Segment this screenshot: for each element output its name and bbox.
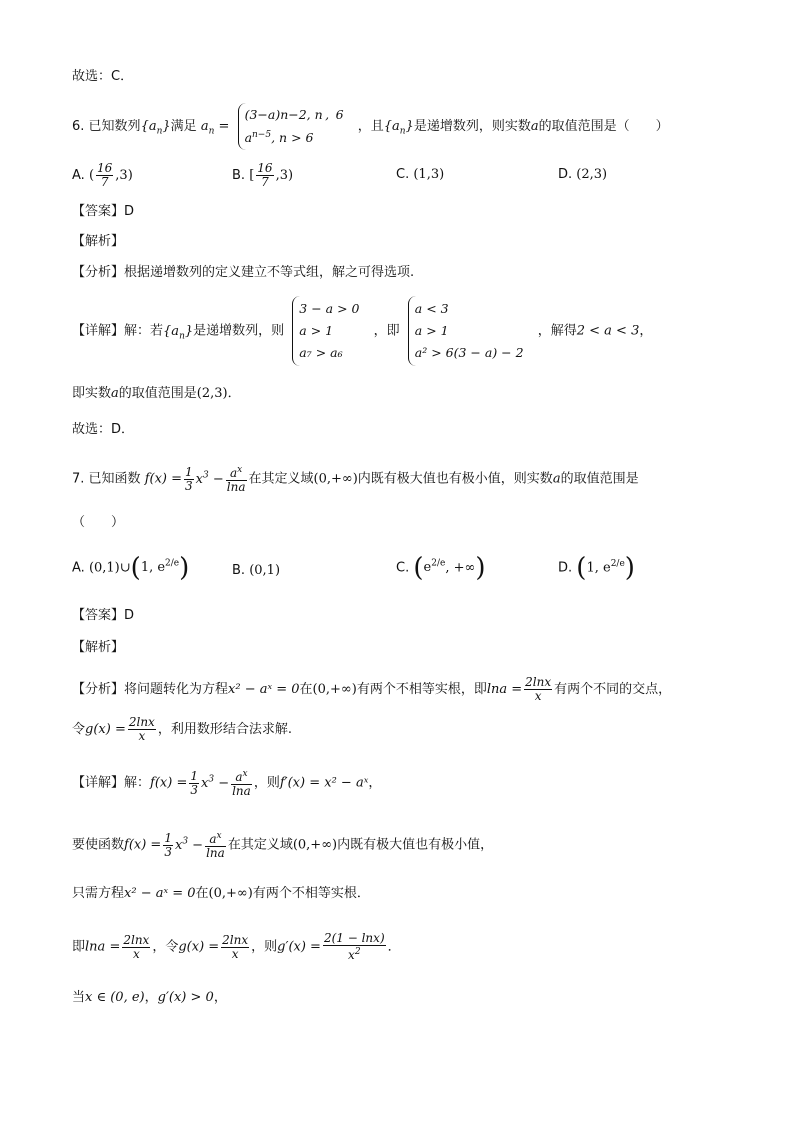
q6-opt-b-frac: $\frac{16}{7}$ xyxy=(257,161,273,189)
q7-line-2: 要使函数f(x) = $\frac{1}{3}$ $x^3$ − $\frac{a^x}{\ln a}$ 在其定义域(0,+∞)内既有极大值也有极小值， xyxy=(72,830,494,860)
q7-answer: 【答案】D xyxy=(72,608,135,623)
q7-analysis-heading: 【解析】 xyxy=(72,640,125,655)
q6-analysis-heading: 【解析】 xyxy=(72,234,125,249)
q7-option-b: B. (0,1) xyxy=(232,563,281,578)
q6-post: ，且 xyxy=(357,119,384,135)
q6-an: $a_n$ = xyxy=(200,119,230,137)
q6-option-d: D. (2,3) xyxy=(558,167,608,182)
q6-system-2: a < 3 a > 1 a² > 6(3 − a) − 2 xyxy=(408,296,530,366)
q6-piecewise xyxy=(238,103,350,150)
q6-case-1: (3−a)n−2, n , 6 xyxy=(244,107,344,122)
question-6 xyxy=(72,103,669,150)
q7-option-c: C. ($e^{2/e}$, +∞) xyxy=(396,552,486,583)
q7-option-a: A. (0,1)∪(1, $e^{2/e}$) xyxy=(72,552,190,583)
q6-var-a: a xyxy=(530,119,539,135)
q6-post3: 的取值范围是（ ） xyxy=(538,119,669,135)
q6-range-line: 即实数a的取值范围是(2,3)． xyxy=(72,386,241,401)
q7-line-4: 即lna = $\frac{2\ln x}{x}$ ，令g(x) = $\frac{2\ln x}{x}$ ，则g′(x) = $\frac{2(1 - \ln x)}{x^2}$ ． xyxy=(72,931,401,962)
q7-fenxi-2: 令g(x) = $\frac{2\ln x}{x}$ ，利用数形结合法求解. xyxy=(72,715,292,743)
question-7: 7. 已知函数 f(x) = $\frac{1}{3}$ $x^3$ − $\frac{a^x}{\ln a}$ 在其定义域(0,+∞)内既有极大值也有极小值，则实数a的取值范围是 xyxy=(72,464,639,494)
q7-xiangjie: 【详解】解：f(x) = $\frac{1}{3}$ $x^3$ − $\frac{a^x}{\ln a}$ ，则f′(x) = x² − aˣ， xyxy=(72,768,382,798)
q6-number: 6. xyxy=(72,119,85,135)
q6-system-1: 3 − a > 0 a > 1 a₇ > a₆ xyxy=(292,296,365,366)
answer-line-c: 故选：C． xyxy=(72,69,134,84)
q6-seq: $\{a_n\}$ xyxy=(140,119,171,137)
q6-choose-d: 故选：D． xyxy=(72,422,135,437)
q6-seq-2: $\{a_n\}$ xyxy=(383,119,414,137)
q6-opt-a-frac: $\frac{16}{7}$ xyxy=(97,161,113,189)
q6-post2: 是递增数列，则实数 xyxy=(413,119,531,135)
q7-line-3: 只需方程x² − aˣ = 0在(0,+∞)有两个不相等实根． xyxy=(72,886,370,901)
q6-mid: 满足 xyxy=(170,119,197,135)
q6-option-c: C. (1,3) xyxy=(396,167,445,182)
q6-option-a: A. ( $\frac{16}{7}$ ,3) xyxy=(72,161,133,189)
q7-paren: （ ） xyxy=(72,515,125,530)
q7-option-d: D. (1, $e^{2/e}$) xyxy=(558,552,635,583)
q7-fenxi: 【分析】将问题转化为方程x² − aˣ = 0在(0,+∞)有两个不相等实根，即lna = $\frac{2\ln x}{x}$ 有两个不同的交点， xyxy=(72,675,672,703)
q6-pre: 已知数列 xyxy=(88,119,141,135)
q6-xiangjie: 【详解】解：若$\{a_n\}$是递增数列，则 3 − a > 0 a > 1 a₇ > a₆ ，即 a < 3 a > 1 a² > 6(3 − a) − 2 ，解得2 < a < 3， xyxy=(72,296,652,366)
q6-answer: 【答案】D xyxy=(72,204,135,219)
q7-line-5: 当x ∈ (0, e)，g′(x) > 0， xyxy=(72,990,227,1005)
q6-fenxi: 【分析】根据递增数列的定义建立不等式组，解之可得选项. xyxy=(72,265,415,280)
q6-case-2: $a^{n-5}$, n > 6 xyxy=(244,130,314,146)
q6-option-b: B. [ $\frac{16}{7}$ ,3) xyxy=(232,161,294,189)
